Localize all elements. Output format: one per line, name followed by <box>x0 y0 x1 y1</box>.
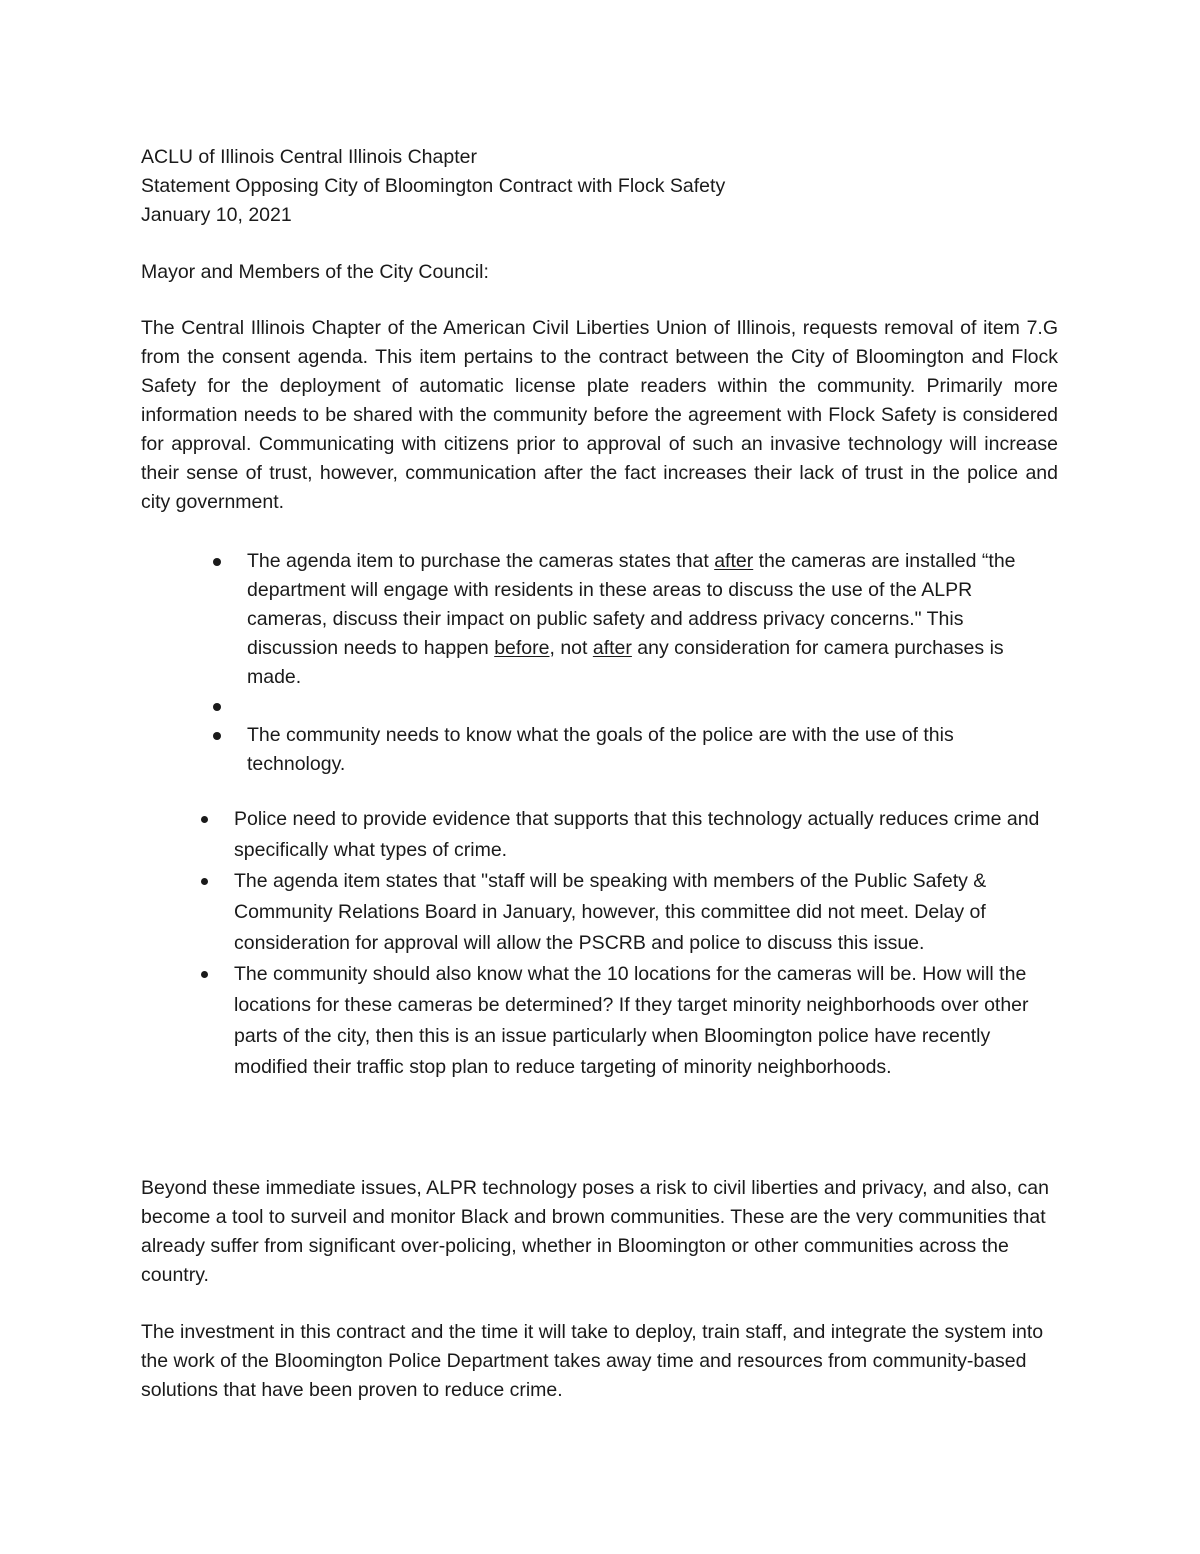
bullet-list-primary <box>247 547 1057 779</box>
bullet-icon <box>213 732 221 740</box>
statement-date: January 10, 2021 <box>141 204 292 226</box>
letter-header <box>141 143 1061 230</box>
list-item: The agenda item to purchase the cameras states that after the cameras are installed “the department will engage with residents in these areas to discuss the use of the ALPR cameras, discuss their impact on public safety and address privacy concerns." This discussion needs to happen before, not after any consideration for camera purchases is made. <box>247 547 1057 692</box>
bullet-icon <box>201 878 208 885</box>
organization-name: ACLU of Illinois Central Illinois Chapter <box>141 146 477 168</box>
list-item: The community should also know what the 10 locations for the cameras will be. How will the locations for these cameras be determined? If they target minority neighborhoods over other parts of the city, then this is an issue particularly when Bloomington police have recently modified their traffic stop plan to reduce targeting of minority neighborhoods. <box>234 959 1054 1083</box>
investment-paragraph: The investment in this contract and the time it will take to deploy, train staff, and integrate the system into the work of the Bloomington Police Department takes away time and resources from community-based solutions that have been proven to reduce crime. <box>141 1321 1044 1401</box>
list-item: The community needs to know what the goals of the police are with the use of this technology. <box>247 721 1057 779</box>
intro-paragraph: The Central Illinois Chapter of the American Civil Liberties Union of Illinois, requests removal of item 7.G from the consent agenda. This item pertains to the contract between the City of Bloomington and Flock Safety for the deployment of automatic license plate readers within the community. Primarily more information needs to be shared with the community before the agreement with Flock Safety is considered for approval. Communicating with citizens prior to approval of such an invasive technology will increase their sense of trust, however, communication after the fact increases their lack of trust in the police and city government. <box>141 317 1058 513</box>
underlined-word: after <box>592 637 632 659</box>
salutation: Mayor and Members of the City Council: <box>141 261 489 283</box>
bullet-icon <box>201 971 208 978</box>
underlined-word: after <box>714 550 754 572</box>
list-item: Police need to provide evidence that supports that this technology actually reduces crime and specifically what types of crime. <box>234 804 1054 866</box>
statement-title: Statement Opposing City of Bloomington Contract with Flock Safety <box>141 175 726 197</box>
bullet-icon <box>213 703 221 711</box>
bullet-list-secondary <box>234 804 1054 1083</box>
list-item: The agenda item states that "staff will be speaking with members of the Public Safety & Community Relations Board in January, however, this committee did not meet. Delay of consideration for approval will allow the PSCRB and police to discuss this issue. <box>234 866 1054 959</box>
bullet-icon <box>201 816 208 823</box>
bullet-icon <box>213 558 221 566</box>
list-item-empty <box>247 692 1057 721</box>
civil-liberties-paragraph: Beyond these immediate issues, ALPR technology poses a risk to civil liberties and privacy, and also, can become a tool to surveil and monitor Black and brown communities. These are the very communities that already suffer from significant over-policing, whether in Bloomington or other communities across the country. <box>141 1177 1049 1286</box>
underlined-word: before <box>494 637 550 659</box>
